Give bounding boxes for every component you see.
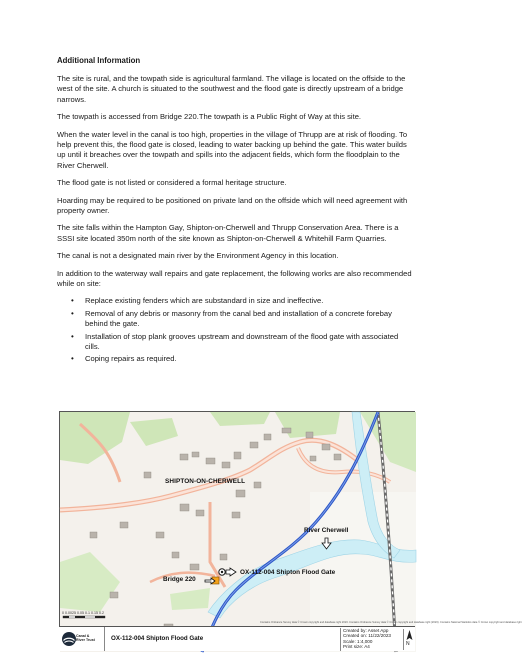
section-heading: Additional Information [57,56,141,65]
map-drawing [60,412,416,652]
paragraph-main-river: The canal is not a designated main river by the Environment Agency in this location. [57,251,339,261]
logo-line-1: Canal & [76,634,90,638]
document-body [57,56,415,367]
paragraph-hoarding: Hoarding may be required to be positioned on private land on the offside which will need agreement with property owner. [57,195,408,215]
site-location-map [59,411,522,651]
bridge-label: Bridge 220 [163,576,196,583]
trust-logo-icon [61,631,77,647]
list-item: • Installation of stop plank grooves upstream and downstream of the flood gate with associated cills. [57,332,415,353]
north-label: N [406,641,410,647]
map-title: OX-112-004 Shipton Flood Gate [111,635,204,642]
paragraph-site-description: The site is rural, and the towpath side is agricultural farmland. The village is located on the offside to the west of the site. A church is situated to the southwest and the flood gate is directly upstream of a bridge narrows. [57,73,406,104]
scale-bar-label: 0 0.0025 0.05 0.1 0.15 0.2 [62,611,104,615]
created-on: Created on: 11/22/2023 [343,633,391,639]
paragraph-additional-works: In addition to the waterway wall repairs and gate replacement, the following works are also recommended while on site: [57,268,412,288]
list-item: • Removal of any debris or masonry from the canal bed and installation of a concrete forebay behind the gate. [57,309,415,330]
created-by: Created by: Asset App [343,628,389,633]
list-item: • Coping repairs as required. [57,354,415,364]
works-list [57,296,415,364]
paragraph-flooding: When the water level in the canal is too high, properties in the village of Thrupp are at risk of flooding. To help prevent this, the flood gate is closed, leading to water backing up behind the gate. This water builds up until it breaches over the towpath and spills into the adjacent fields, which form the floodplain to the River Cherwell. [57,129,408,170]
village-label: SHIPTON-ON-CHERWELL [165,478,246,485]
scale-bar [63,616,105,618]
canal-river-trust-logo [59,627,105,651]
copyright-notice: Contains Ordnance Survey data © Crown copyright and database right 2023. Contains Ordnance Survey data © Crown copyright and database right (2023). Contains National Statistics data © Crown copyright and database right [260,621,522,624]
print-size: Print size: A4 [343,643,370,649]
paragraph-heritage: The flood gate is not listed or considered a formal heritage structure. [57,178,287,188]
map-title-block [59,626,415,651]
paragraph-towpath-access: The towpath is accessed from Bridge 220.The towpath is a Public Right of Way at this site. [57,112,362,122]
flood-gate-label: OX-112-004 Shipton Flood Gate [240,569,336,576]
map-scale: Scale: 1:4,000 [343,638,373,644]
list-item: • Replace existing fenders which are substandard in size and ineffective. [57,296,415,306]
logo-line-2: River Trust [76,638,95,643]
river-label: River Cherwell [304,527,349,534]
map-metadata [340,628,402,651]
paragraph-conservation: The site falls within the Hampton Gay, Shipton-on-Cherwell and Thrupp Conservation Area. There is a SSSI site located 350m north of the site known as Shipton-on-Cherwell & Whitehill Farm Quarries. [57,223,399,243]
